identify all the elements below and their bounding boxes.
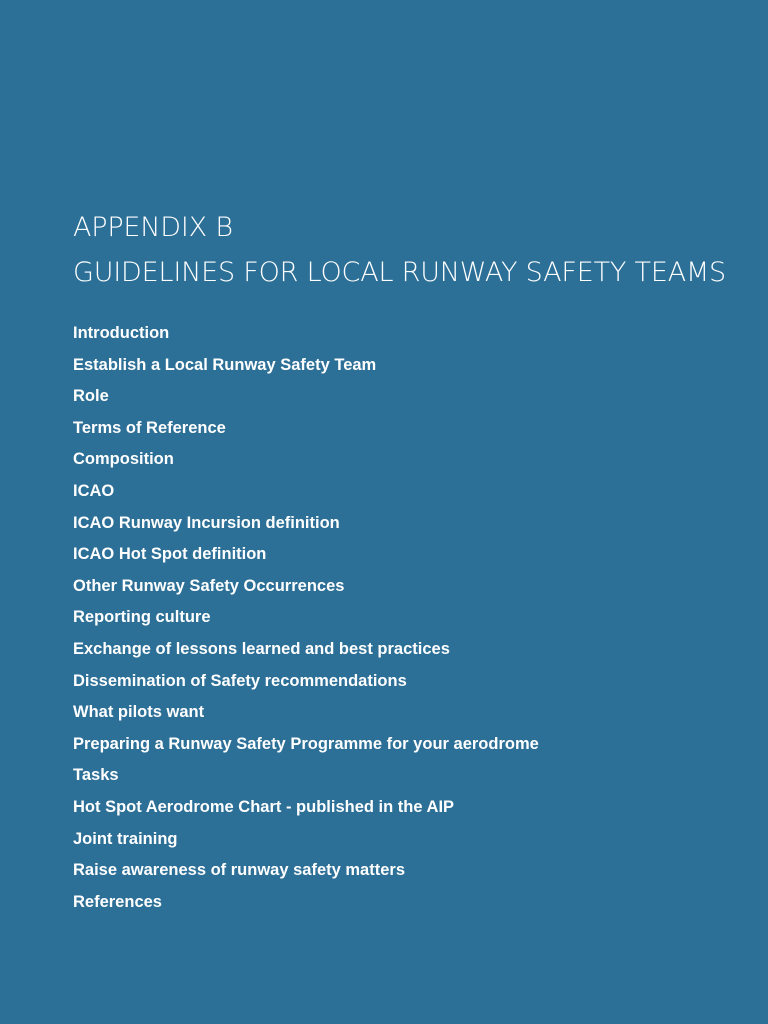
toc-item-terms-of-reference: Terms of Reference (73, 418, 226, 437)
toc-item-composition: Composition (73, 450, 174, 469)
toc-item-dissemination: Dissemination of Safety recommendations (73, 671, 407, 690)
toc-item-references: References (73, 892, 162, 911)
toc-item-hot-spot-chart: Hot Spot Aerodrome Chart - published in the AIP (73, 797, 455, 816)
toc-item-tasks: Tasks (73, 766, 119, 785)
toc-item-role: Role (73, 387, 109, 406)
toc-item-what-pilots-want: What pilots want (73, 703, 205, 722)
appendix-label: APPENDIX B (73, 212, 233, 243)
page-title: GUIDELINES FOR LOCAL RUNWAY SAFETY TEAMS (73, 257, 726, 288)
toc-item-reporting-culture: Reporting culture (73, 608, 211, 627)
toc-item-raise-awareness: Raise awareness of runway safety matters (73, 861, 405, 880)
table-of-contents (73, 318, 733, 918)
toc-item-introduction: Introduction (73, 324, 170, 342)
toc-item-joint-training: Joint training (73, 829, 178, 848)
toc-item-other-occurrences: Other Runway Safety Occurrences (73, 576, 345, 595)
toc-item-preparing-programme: Preparing a Runway Safety Programme for your aerodrome (73, 734, 539, 753)
toc-item-icao: ICAO (73, 481, 115, 500)
toc-item-lessons-learned: Exchange of lessons learned and best practices (73, 639, 450, 658)
toc-item-icao-hot-spot: ICAO Hot Spot definition (73, 545, 267, 564)
toc-item-icao-runway-incursion: ICAO Runway Incursion definition (73, 513, 340, 532)
appendix-heading (73, 205, 733, 295)
toc-item-establish-team: Establish a Local Runway Safety Team (73, 355, 377, 374)
